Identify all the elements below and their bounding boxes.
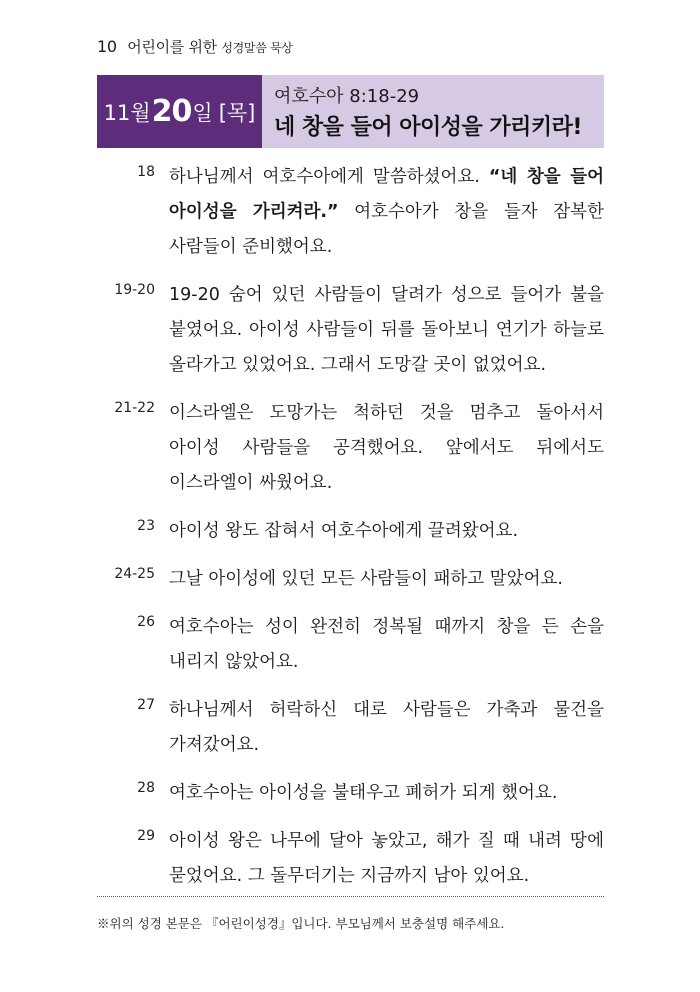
verse-text: 아이성 왕은 나무에 달아 놓았고, 해가 질 때 내려 땅에 묻었어요. 그 돌무더기는 지금까지 남아 있어요. (169, 831, 604, 886)
verse-item (97, 278, 604, 383)
verse-text: 아이성 왕도 잡혀서 여호수아에게 끌려왔어요. (169, 521, 519, 541)
verse-text-plain: 하나님께서 여호수아에게 말씀하셨어요. (169, 167, 489, 187)
page-number: 10 (97, 37, 117, 56)
footer-note: ※위의 성경 본문은 『어린이성경』입니다. 부모님께서 보충설명 해주세요. (97, 916, 505, 931)
verse-number: 19-20 (114, 282, 155, 298)
verse-list (97, 160, 604, 907)
verse-text: 그날 아이성에 있던 모든 사람들이 패하고 말았어요. (169, 569, 563, 589)
verse-item (97, 776, 604, 811)
verse-text: 여호수아는 성이 완전히 정복될 때까지 창을 든 손을 내리지 않았어요. (169, 617, 604, 672)
verse-item (97, 396, 604, 501)
verse-number: 18 (137, 164, 155, 180)
verse-item (97, 824, 604, 894)
verse-item (97, 610, 604, 680)
verse-item (97, 693, 604, 763)
verse-item (97, 160, 604, 265)
book-subtitle: 성경말씀 묵상 (221, 41, 293, 55)
verse-number: 24-25 (114, 566, 155, 582)
date-weekday: [목] (218, 100, 256, 125)
verse-text: 여호수아는 아이성을 불태우고 폐허가 되게 했어요. (169, 783, 558, 803)
verse-number: 23 (137, 518, 155, 534)
verse-number: 28 (137, 780, 155, 796)
verse-text-plain: 여호수아가 창을 들자 잠복한 사람들이 준비했어요. (169, 202, 604, 257)
date-day: 20 (151, 94, 192, 129)
verse-text-quote: “네 창을 들어 아이성을 가리켜라.” (169, 167, 604, 222)
verse-number: 29 (137, 828, 155, 844)
verse-number: 27 (137, 697, 155, 713)
page-title: 네 창을 들어 아이성을 가리키라! (274, 115, 582, 140)
verse-number: 21-22 (114, 400, 155, 416)
scripture-reference: 여호수아 8:18-29 (274, 86, 420, 107)
verse-text: 하나님께서 허락하신 대로 사람들은 가축과 물건을 가져갔어요. (169, 700, 604, 755)
verse-item (97, 562, 604, 597)
date-day-unit: 일 (192, 100, 213, 125)
footer-divider (97, 896, 604, 897)
title-band (97, 75, 604, 148)
running-header (97, 36, 293, 57)
verse-item (97, 514, 604, 549)
book-title: 어린이를 위한 (127, 38, 217, 56)
date-box (97, 75, 262, 148)
verse-text: 19-20 숨어 있던 사람들이 달려가 성으로 들어가 불을 붙였어요. 아이성 사람들이 뒤를 돌아보니 연기가 하늘로 올라가고 있었어요. 그래서 도망갈 곳이 없었어요. (169, 285, 604, 375)
verse-text: 이스라엘은 도망가는 척하던 것을 멈추고 돌아서서 아이성 사람들을 공격했어요. 앞에서도 뒤에서도 이스라엘이 싸웠어요. (169, 403, 604, 493)
verse-text (169, 160, 604, 265)
title-box (262, 75, 604, 148)
date-month: 11월 (103, 100, 151, 125)
verse-number: 26 (137, 614, 155, 630)
